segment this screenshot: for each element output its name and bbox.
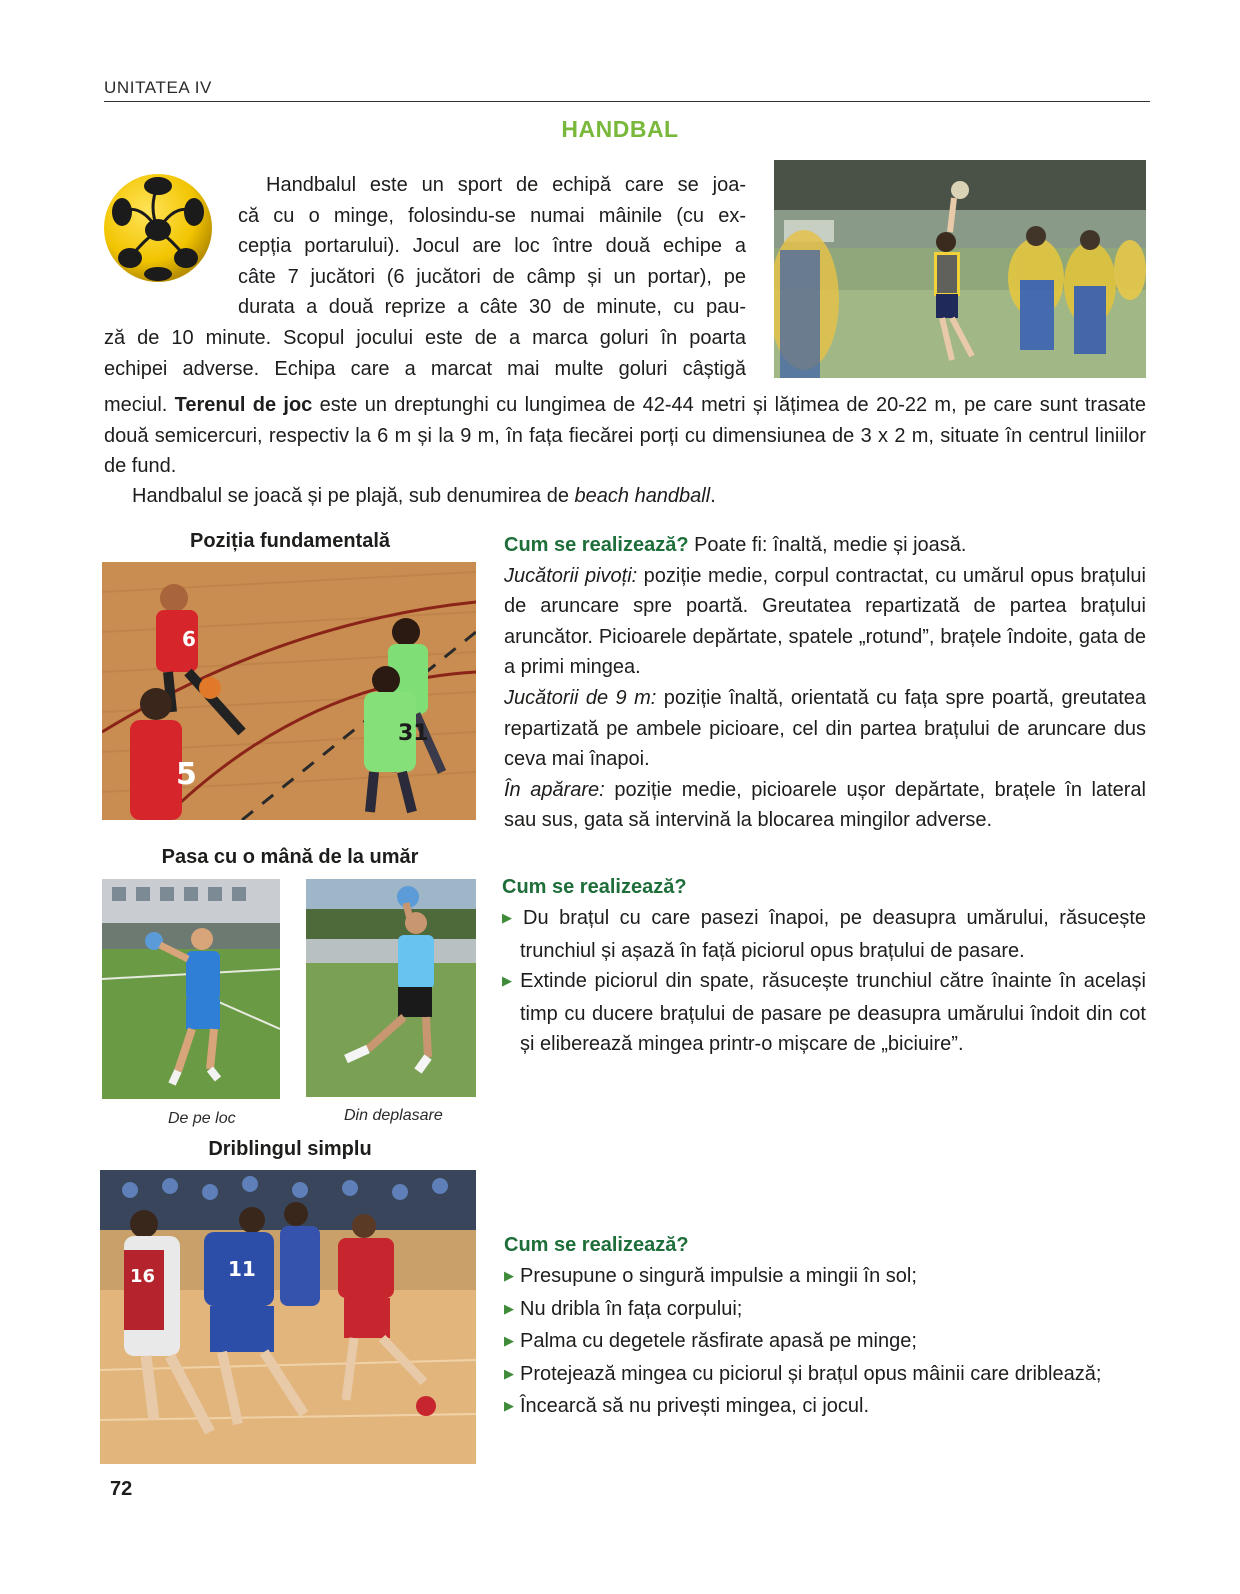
- list-item: [504, 1391, 1146, 1424]
- list-item: [504, 1261, 1146, 1294]
- section3-list: [504, 1261, 1146, 1424]
- fundamental-position-photo: [102, 562, 476, 820]
- defense-text: poziție medie, picioarele ușor depărtate, brațele în lateral sau sus, gata să intervină la blocarea mingilor adverse.: [504, 778, 1146, 832]
- intro-line: durata a două reprize a câte 30 de minute, cu pau-: [238, 296, 746, 319]
- section2-list: [502, 903, 1146, 1060]
- pass-moving-photo: [306, 879, 476, 1097]
- court-term: Terenul de joc: [174, 394, 313, 416]
- intro-line: câte 7 jucători (6 jucători de câmp și un portar), pe: [238, 265, 746, 288]
- list-item: [504, 1359, 1146, 1392]
- intro-line: Handbalul este un sport de echipă care se joa-: [266, 174, 746, 196]
- triangle-bullet-icon: ▶: [504, 1333, 514, 1349]
- list-item-text: Încearcă să nu privești mingea, ci jocul.: [520, 1395, 870, 1418]
- nine-meter-text: poziție înaltă, orientată cu fața spre poartă, greutatea repartizată pe ambele picioare, cel din partea brațului de aruncare dus ceva mai înapoi.: [504, 686, 1146, 771]
- triangle-bullet-icon: ▶: [504, 1398, 514, 1414]
- jersey-number: 31: [398, 721, 429, 746]
- triangle-bullet-icon: ▶: [502, 910, 517, 925]
- list-item-text: Protejează mingea cu piciorul și brațul opus mâinii care driblează;: [520, 1362, 1102, 1385]
- section2-heading-block: [502, 872, 1146, 903]
- section3-how-heading: Cum se realizează?: [504, 1234, 689, 1256]
- pass-moving-caption: Din deplasare: [344, 1107, 443, 1124]
- section1-text: [504, 530, 1146, 836]
- dribbling-photo: [100, 1170, 476, 1464]
- section1-caption: Poziția fundamentală: [189, 530, 391, 552]
- triangle-bullet-icon: ▶: [504, 1300, 514, 1316]
- list-item-text: Presupune o singură impulsie a mingii în sol;: [520, 1265, 917, 1287]
- jersey-number: 16: [130, 1266, 156, 1287]
- triangle-bullet-icon: ▶: [502, 973, 515, 989]
- list-item-text: Palma cu degetele răsfirate apasă pe minge;: [520, 1330, 917, 1353]
- list-item: [502, 903, 1146, 966]
- intro-line: că cu o minge, folosindu-se numai mâinile (cu ex-: [238, 204, 746, 227]
- page-number: 72: [110, 1478, 133, 1500]
- list-item: [502, 966, 1146, 1060]
- jersey-number: 6: [182, 627, 196, 651]
- intro-line: echipei adverse. Echipa care a marcat mai multe goluri câștigă: [104, 357, 746, 380]
- section1-how-heading: Cum se realizează?: [504, 534, 689, 556]
- beach-text: Handbalul se joacă și pe plajă, sub denumirea de: [132, 485, 575, 507]
- intro-paragraph-wrapped: [104, 170, 746, 384]
- unit-header: UNITATEA IV: [104, 78, 212, 97]
- pass-standing-photo: [102, 879, 280, 1099]
- pivots-label: Jucătorii pivoți:: [504, 564, 638, 587]
- section1-how-rest: Poate fi: înaltă, medie și joasă.: [688, 534, 967, 556]
- pivots-text: poziție medie, corpul contractat, cu umărul opus brațului de aruncare spre poartă. Greutatea repartizată de partea brațului aruncător. Picioarele depărtate, spatele „rotund”, brațele îndoite, gata de a primi mingea.: [504, 564, 1146, 679]
- section2-how-heading: Cum se realizează?: [502, 876, 687, 898]
- intro-line: ză de 10 minute. Scopul jocului este de a marca goluri în poarta: [104, 326, 746, 349]
- triangle-bullet-icon: ▶: [504, 1365, 514, 1381]
- list-item-text: Du brațul cu care pasezi înapoi, pe deasupra umărului, răsucește trunchiul și așază în față piciorul opus brațului de pasare.: [520, 907, 1147, 962]
- nine-meter-label: Jucătorii de 9 m:: [504, 686, 657, 709]
- beach-handball-paragraph: [132, 481, 1146, 512]
- pass-standing-caption: De pe loc: [168, 1110, 236, 1127]
- section3-heading-block: [504, 1230, 1146, 1261]
- handball-jump-shot-photo: [774, 160, 1146, 378]
- jersey-number: 5: [176, 757, 197, 792]
- list-item-text: Extinde piciorul din spate, răsucește trunchiul către înainte în același timp cu ducere brațului de pasare pe deasupra umărului îndoit din cot și eliberează mingea printr-o mișcare de „biciuire”.: [520, 970, 1146, 1056]
- list-item: [504, 1294, 1146, 1327]
- court-paragraph: [104, 390, 1146, 482]
- court-text-lead: meciul.: [104, 394, 175, 416]
- intro-line: cepția portarului). Jocul are loc între două echipe a: [238, 235, 746, 258]
- triangle-bullet-icon: ▶: [504, 1268, 514, 1283]
- page-title: HANDBAL: [561, 116, 679, 142]
- section3-caption: Driblingul simplu: [208, 1138, 372, 1160]
- defense-label: În apărare:: [504, 778, 605, 801]
- section2-caption: Pasa cu o mână de la umăr: [161, 846, 419, 868]
- court-text: este un dreptunghi cu lungimea de 42-44 metri și lățimea de 20-22 m, pe care sunt trasate două semicercuri, respectiv la 6 m și la 9 m, în fața fiecărei porți cu dimensiunea de 3 x 2 m, situate în centrul liniilor de fund.: [104, 394, 1146, 478]
- header-divider: [104, 101, 1150, 102]
- list-item: [504, 1326, 1146, 1359]
- list-item-text: Nu dribla în fața corpului;: [520, 1297, 743, 1320]
- beach-text-end: .: [710, 485, 716, 507]
- beach-term: beach handball: [574, 485, 711, 507]
- jersey-number: 11: [228, 1257, 256, 1281]
